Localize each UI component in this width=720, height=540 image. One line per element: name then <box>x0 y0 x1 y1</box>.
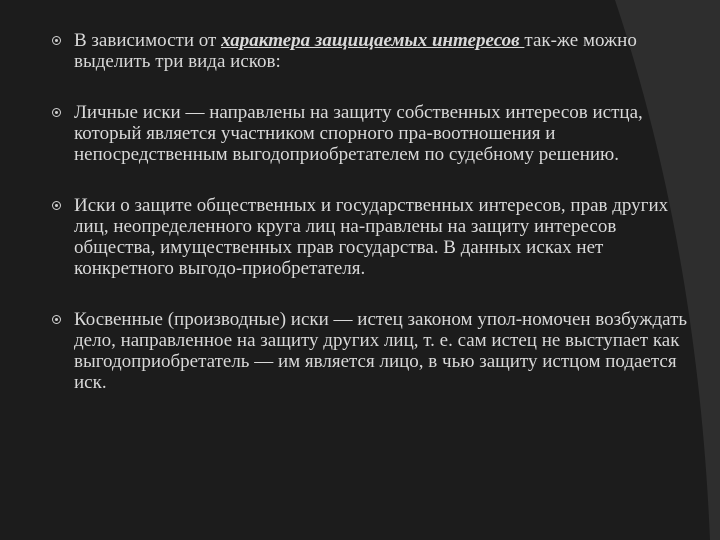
bullet-circle-icon <box>52 108 61 117</box>
bullet-derivative-claims <box>52 309 702 393</box>
bullet-public-claims <box>52 195 702 279</box>
bullet-circle-icon <box>52 36 61 45</box>
bullet-personal-claims <box>52 102 702 165</box>
public-claims-text: Иски о защите общественных и государственных интересов, прав других лиц, неопределенного круга лиц на-правлены на защиту интересов общества, имущественных прав государства. В данных исках нет конкретного выгодо-приобретателя. <box>74 195 669 279</box>
derivative-claims-text: Косвенные (производные) иски — истец законом упол-номочен возбуждать дело, направленное на защиту других лиц, т. е. сам истец не выступает как выгодоприобретатель — им является лицо, в чью защиту истцом подается иск. <box>74 309 688 393</box>
intro-text-before: В зависимости от <box>74 30 222 51</box>
intro-emphasis: характера защищаемых интересов <box>221 30 525 51</box>
slide-content <box>52 30 702 393</box>
bullet-circle-icon <box>52 201 61 210</box>
bullet-circle-icon <box>52 315 61 324</box>
intro-text-after: так-же можно выделить три вида исков: <box>74 30 637 72</box>
bullet-intro <box>52 30 702 72</box>
personal-claims-text: Личные иски — направлены на защиту собственных интересов истца, который является участником спорного пра-воотношения и непосредственным выгодоприобретателем по судебному решению. <box>74 102 643 165</box>
